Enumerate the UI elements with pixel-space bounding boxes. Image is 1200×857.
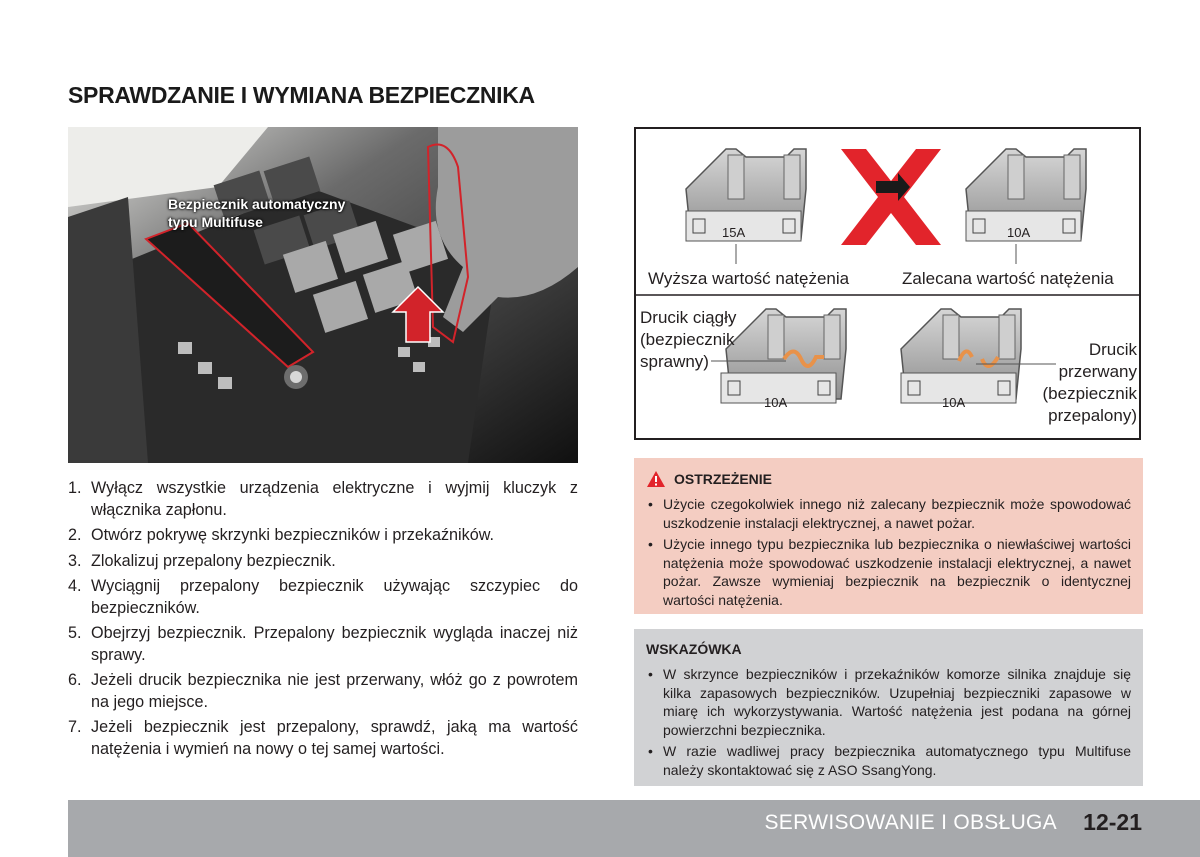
list-item: 6. Jeżeli drucik bezpiecznika nie jest przerwany, włóż go z powrotem na jego miejsce. (68, 671, 578, 711)
list-item: 7. Jeżeli bezpiecznik jest przepalony, sprawdź, jaką ma wartość natężenia i wymień na nowy o tej samej wartości. (68, 718, 578, 758)
cross-icon (841, 149, 941, 245)
list-item: 2. Otwórz pokrywę skrzynki bezpieczników i przekaźników. (68, 526, 495, 544)
page-number: 12-21 (1083, 809, 1142, 835)
warning-list (646, 495, 1131, 609)
warning-heading: OSTRZEŻENIE (646, 470, 1131, 488)
recommended-rating-label: Zalecana wartość natężenia (902, 269, 1114, 288)
fuse-box-photo (68, 127, 578, 463)
page-footer (68, 800, 1200, 857)
photo-callout-label: Bezpiecznik automatyczny typu Multifuse (168, 196, 346, 230)
page-title: SPRAWDZANIE I WYMIANA BEZPIECZNIKA (68, 82, 535, 108)
fuse-rating-label: 10A (942, 395, 966, 410)
fuse-comparison-diagram (634, 127, 1141, 440)
hint-box (634, 629, 1143, 786)
list-item: 3. Zlokalizuj przepalony bezpiecznik. (68, 551, 336, 570)
hint-list (646, 665, 1131, 779)
steps-list (68, 478, 578, 764)
hint-heading: WSKAZÓWKA (646, 641, 742, 657)
list-item: • W razie wadliwej pracy bezpiecznika automatycznego typu Multifuse należy skontaktować się z ASO SsangYong. (646, 742, 1131, 779)
intact-fuse-label: Drucik ciągły (bezpiecznik sprawny) (640, 308, 737, 371)
fuse-blown-icon (901, 309, 1021, 403)
list-item: • Użycie innego typu bezpiecznika lub bezpiecznika o niewłaściwej wartości natężenia może spowodować uszkodzenie instalacji elektrycznej, a nawet pożar. Zawsze wymieniaj bezpiecznik na bezpiecznik o identycznej wartości natężenia. (646, 535, 1131, 609)
blown-fuse-label: Drucik przerwany (bezpiecznik przepalony) (1042, 340, 1137, 425)
higher-rating-label: Wyższa wartość natężenia (648, 269, 850, 288)
footer-section-title: SERWISOWANIE I OBSŁUGA (764, 811, 1057, 834)
list-item: • W skrzynce bezpieczników i przekaźników komorze silnika znajduje się kilka zapasowych bezpieczników. Uzupełniaj bezpieczniki zapasowe w miarę ich wykorzystywania. Wartość natężenia jest podana na górnej powierzchni bezpiecznika. (646, 665, 1131, 739)
list-item: 5. Obejrzyj bezpiecznik. Przepalony bezpiecznik wygląda inaczej niż sprawy. (68, 624, 578, 664)
list-item: 1. Wyłącz wszystkie urządzenia elektryczne i wyjmij kluczyk z włącznika zapłonu. (68, 479, 578, 519)
fuse-rating-label: 15A (722, 225, 746, 240)
fuse-intact-icon (721, 309, 846, 403)
list-item: • Użycie czegokolwiek innego niż zalecany bezpiecznik może spowodować uszkodzenie instalacji elektrycznej, a nawet pożar. (646, 495, 1131, 532)
warning-box (634, 458, 1143, 614)
list-item: 4. Wyciągnij przepalony bezpiecznik używając szczypiec do bezpieczników. (68, 577, 578, 617)
fuse-15a-icon (686, 149, 806, 241)
fuse-rating-label: 10A (1007, 225, 1031, 240)
fuse-rating-label: 10A (764, 395, 788, 410)
warning-triangle-icon (646, 470, 666, 488)
